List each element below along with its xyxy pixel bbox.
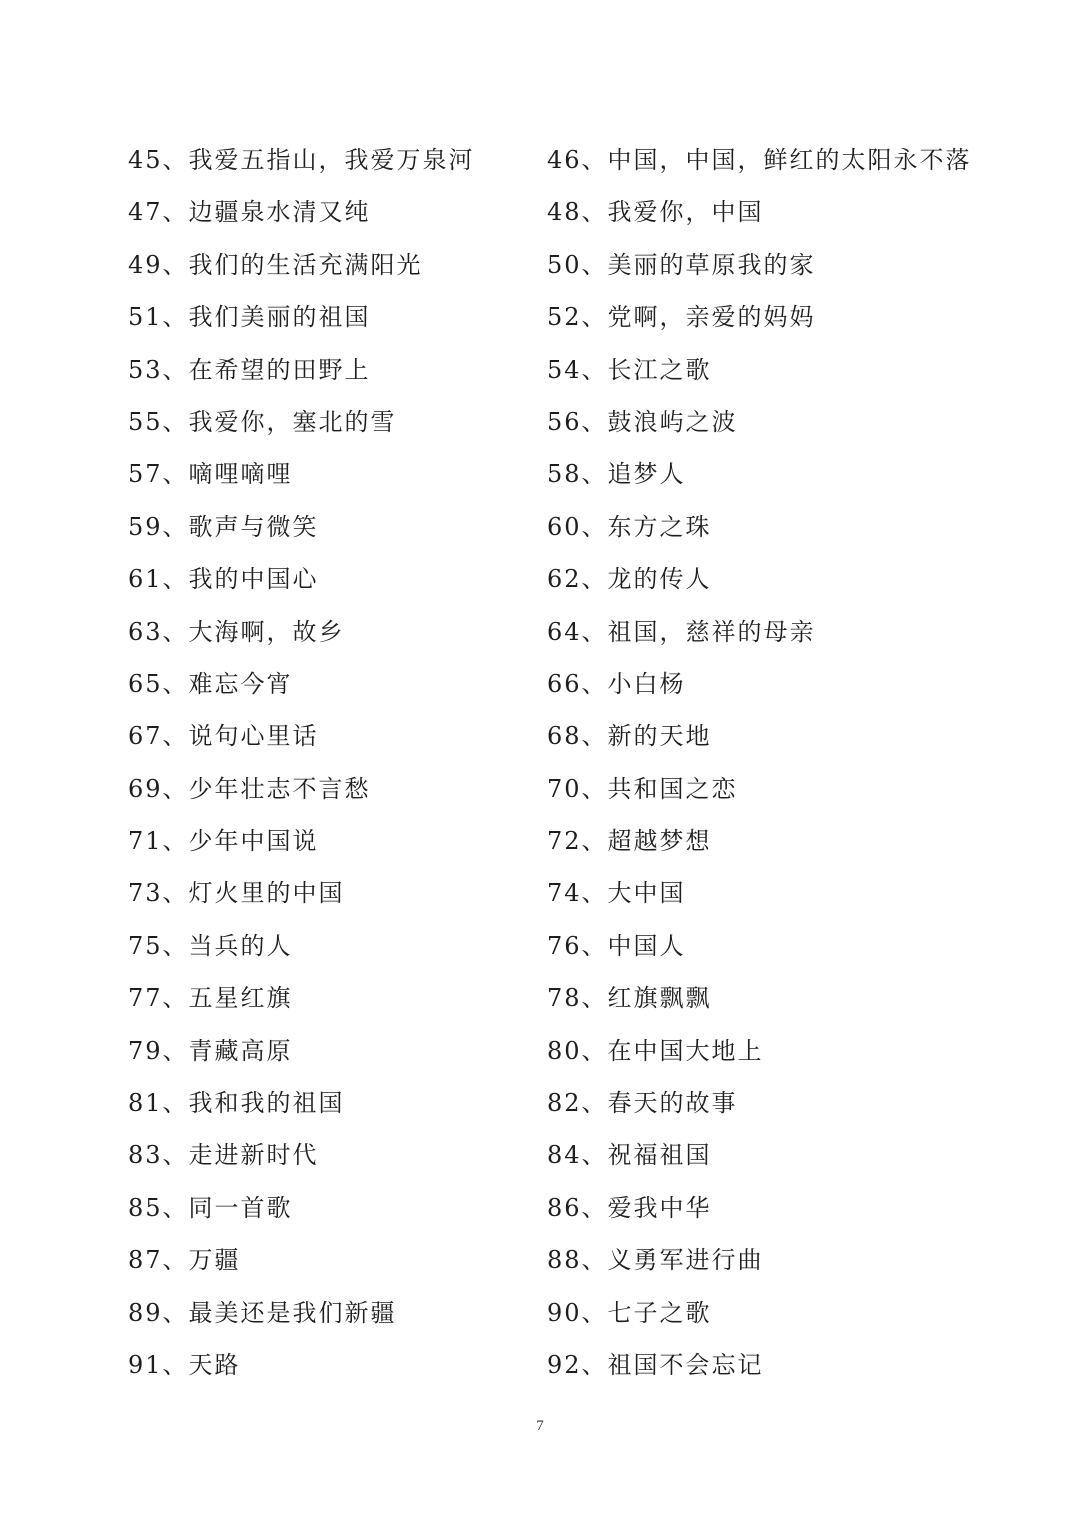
list-row [0, 1234, 1080, 1286]
list-item: 81、我和我的祖国 [128, 1089, 345, 1118]
list-row [0, 763, 1080, 815]
list-item: 78、红旗飘飘 [547, 984, 712, 1013]
list-item: 46、中国，中国，鲜红的太阳永不落 [547, 146, 972, 174]
list-row [0, 344, 1080, 396]
list-row [0, 606, 1080, 658]
list-row [0, 658, 1080, 710]
list-row [0, 501, 1080, 553]
list-item: 92、祖国不会忘记 [547, 1350, 764, 1379]
list-item: 88、义勇军进行曲 [547, 1246, 764, 1275]
list-row [0, 815, 1080, 867]
list-item: 69、少年壮志不言愁 [128, 774, 371, 803]
list-item: 55、我爱你，塞北的雪 [128, 407, 397, 436]
list-item: 65、难忘今宵 [128, 669, 293, 698]
list-item: 54、长江之歌 [547, 355, 712, 384]
list-item: 77、五星红旗 [128, 984, 293, 1013]
list-item: 73、灯火里的中国 [128, 879, 345, 908]
list-item: 89、最美还是我们新疆 [128, 1298, 397, 1327]
list-row [0, 1025, 1080, 1077]
list-item: 64、祖国，慈祥的母亲 [547, 617, 816, 646]
list-row [0, 920, 1080, 972]
list-row [0, 1287, 1080, 1339]
list-item: 75、当兵的人 [128, 931, 293, 960]
list-row [0, 972, 1080, 1024]
list-row [0, 239, 1080, 291]
list-item: 63、大海啊，故乡 [128, 617, 345, 646]
list-item: 51、我们美丽的祖国 [128, 303, 371, 332]
list-row [0, 396, 1080, 448]
list-item: 49、我们的生活充满阳光 [128, 250, 423, 279]
page-number: 7 [536, 1418, 544, 1434]
list-item: 53、在希望的田野上 [128, 355, 371, 384]
list-item: 61、我的中国心 [128, 565, 319, 594]
list-item: 57、嘀哩嘀哩 [128, 460, 293, 489]
list-row [0, 1129, 1080, 1181]
list-row [0, 1339, 1080, 1391]
list-item: 52、党啊，亲爱的妈妈 [547, 303, 816, 332]
list-item: 74、大中国 [547, 879, 686, 908]
list-item: 85、同一首歌 [128, 1193, 293, 1222]
list-row [0, 1077, 1080, 1129]
list-item: 83、走进新时代 [128, 1141, 319, 1170]
list-item: 72、超越梦想 [547, 827, 712, 856]
list-row [0, 291, 1080, 343]
list-item: 76、中国人 [547, 931, 686, 960]
list-item: 71、少年中国说 [128, 827, 319, 856]
list-row [0, 553, 1080, 605]
list-item: 48、我爱你，中国 [547, 198, 764, 227]
list-item: 82、春天的故事 [547, 1089, 738, 1118]
list-item: 90、七子之歌 [547, 1298, 712, 1327]
list-item: 68、新的天地 [547, 722, 712, 751]
list-item: 67、说句心里话 [128, 722, 319, 751]
list-item: 50、美丽的草原我的家 [547, 250, 816, 279]
list-row [0, 710, 1080, 762]
list-item: 56、鼓浪屿之波 [547, 407, 738, 436]
list-item: 60、东方之珠 [547, 512, 712, 541]
song-list [0, 134, 1080, 1391]
list-row [0, 134, 1080, 186]
list-item: 91、天路 [128, 1350, 241, 1379]
list-row [0, 186, 1080, 238]
list-item: 80、在中国大地上 [547, 1036, 764, 1065]
list-item: 45、我爱五指山，我爱万泉河 [128, 146, 475, 174]
list-item: 70、共和国之恋 [547, 774, 738, 803]
list-item: 84、祝福祖国 [547, 1141, 712, 1170]
list-item: 62、龙的传人 [547, 565, 712, 594]
list-row [0, 867, 1080, 919]
list-item: 59、歌声与微笑 [128, 512, 319, 541]
list-row [0, 448, 1080, 500]
list-item: 86、爱我中华 [547, 1193, 712, 1222]
list-item: 87、万疆 [128, 1246, 241, 1275]
list-item: 79、青藏高原 [128, 1036, 293, 1065]
list-item: 66、小白杨 [547, 669, 686, 698]
list-row [0, 1182, 1080, 1234]
list-item: 47、边疆泉水清又纯 [128, 198, 371, 227]
list-item: 58、追梦人 [547, 460, 686, 489]
